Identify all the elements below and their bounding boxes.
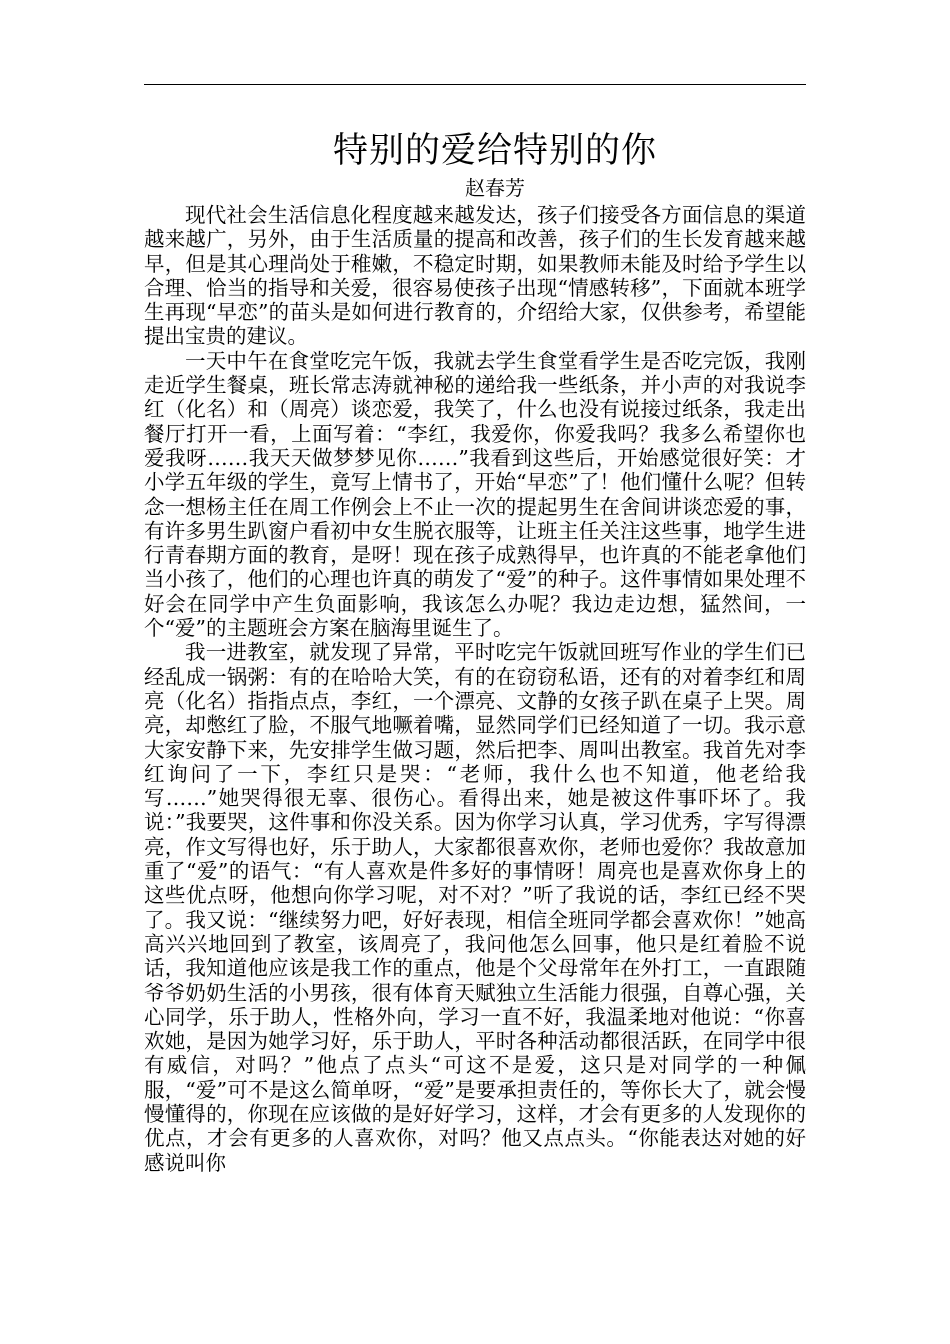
header-rule	[144, 84, 806, 85]
document-title: 特别的爱给特别的你	[332, 131, 657, 171]
paragraph-2: 一天中午在食堂吃完午饭，我就去学生食堂看学生是否吃完饭，我刚走近学生餐桌，班长常志涛就神秘的递给我一些纸条，并小声的对我说李红（化名）和（周亮）谈恋爱，我笑了，什么也没有说接过纸条，我走出餐厅打开一看，上面写着：“李红，我爱你，你爱我吗？我多么希望你也爱我呀……我天天做梦梦见你……”我看到这些后，开始感觉很好笑：才小学五年级的学生，竟写上情书了，开始“早恋”了！他们懂什么呢？但转念一想杨主任在周工作例会上不止一次的提起男生在舍间讲谈恋爱的事，有许多男生趴窗户看初中女生脱衣服等，让班主任关注这些事，地学生进行青春期方面的教育，是呀！现在孩子成熟得早，也许真的不能老拿他们当小孩了，他们的心理也许真的萌发了“爱”的种子。这件事情如果处理不好会在同学中产生负面影响，我该怎么办呢？我边走边想，猛然间，一个“爱”的主题班会方案在脑海里诞生了。	[144, 348, 806, 641]
document-body	[144, 203, 806, 1175]
document-author: 赵春芳	[465, 176, 525, 200]
paragraph-1: 现代社会生活信息化程度越来越发达，孩子们接受各方面信息的渠道越来越广，另外，由于生活质量的提高和改善，孩子们的生长发育越来越早，但是其心理尚处于稚嫩，不稳定时期，如果教师未能及时给予学生以合理、恰当的指导和关爱，很容易使孩子出现“情感转移”，下面就本班学生再现“早恋”的苗头是如何进行教育的，介绍给大家，仅供参考，希望能提出宝贵的建议。	[144, 203, 806, 349]
paragraph-3: 我一进教室，就发现了异常，平时吃完午饭就回班写作业的学生们已经乱成一锅粥：有的在哈哈大笑，有的在窃窃私语，还有的对着李红和周亮（化名）指指点点，李红，一个漂亮、文静的女孩子趴在桌子上哭。周亮，却憋红了脸，不服气地噘着嘴，显然同学们已经知道了一切。我示意大家安静下来，先安排学生做习题，然后把李、周叫出教室。我首先对李红询问了一下，李红只是哭：“老师，我什么也不知道，他老给我写……”她哭得很无辜、很伤心。看得出来，她是被这件事吓坏了。我说：”我要哭，这件事和你没关系。因为你学习认真，学习优秀，字写得漂亮，作文写得也好，乐于助人，大家都很喜欢你，老师也爱你？我故意加重了“爱”的语气：“有人喜欢是件多好的事情呀！周亮也是喜欢你身上的这些优点呀，他想向你学习呢，对不对？”听了我说的话，李红已经不哭了。我又说：“继续努力吧，好好表现，相信全班同学都会喜欢你！”她高高兴兴地回到了教室，该周亮了，我问他怎么回事，他只是红着脸不说话，我知道他应该是我工作的重点，他是个父母常年在外打工，一直跟随爷爷奶奶生活的小男孩，很有体育天赋独立生活能力很强，自尊心强，关心同学，乐于助人，性格外向，学习一直不好，我温柔地对他说：“你喜欢她，是因为她学习好，乐于助人，平时各种活动都很活跃，在同学中很有威信，对吗？”他点了点头“可这不是爱，这只是对同学的一种佩服，“爱”可不是这么简单呀，“爱”是要承担责任的，等你长大了，就会慢慢懂得的，你现在应该做的是好好学习，这样，才会有更多的人发现你的优点，才会有更多的人喜欢你，对吗？他又点点头。“你能表达对她的好感说叫你	[144, 640, 806, 1175]
